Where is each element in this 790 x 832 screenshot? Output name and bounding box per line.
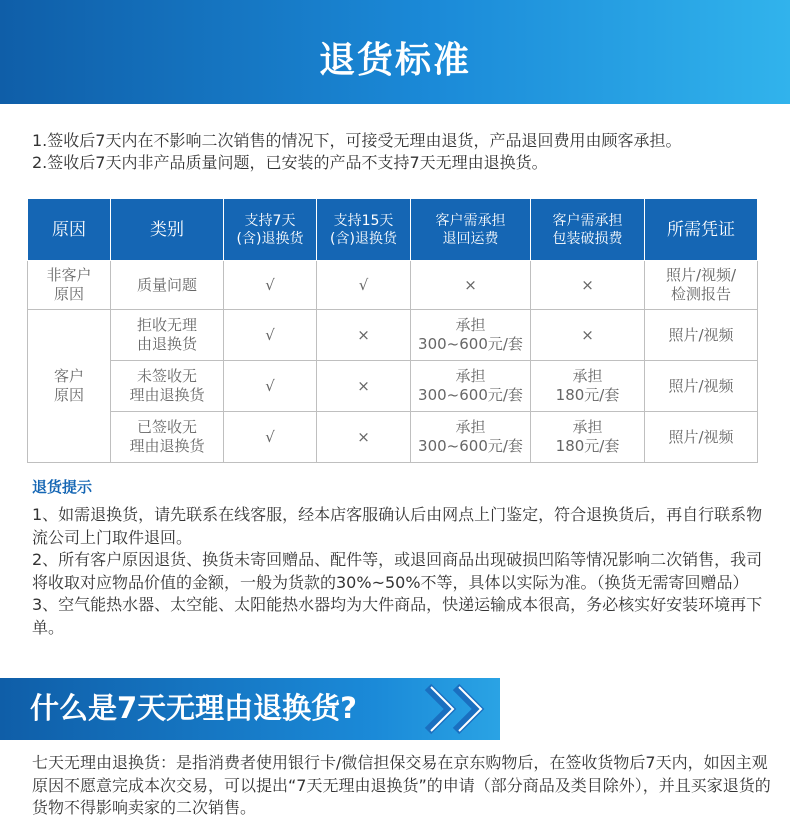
cell-proof: 照片/视频 (645, 310, 758, 361)
cell-support-7: √ (224, 412, 317, 463)
cell-proof: 照片/视频 (645, 412, 758, 463)
header-shipping-fee: 客户需承担 退回运费 (411, 199, 531, 261)
header-support-7: 支持7天 (含)退换货 (224, 199, 317, 261)
cell-support-15: × (317, 361, 411, 412)
cell-support-7: √ (224, 310, 317, 361)
cell-support-15: √ (317, 261, 411, 310)
cell-category: 质量问题 (111, 261, 224, 310)
header-proof: 所需凭证 (645, 199, 758, 261)
tip-3: 3、空气能热水器、太空能、太阳能热水器均为大件商品，快递运输成本很高，务必核实好安装环境再下单。 (32, 595, 763, 637)
cell-support-7: √ (224, 361, 317, 412)
cell-support-15: × (317, 412, 411, 463)
header-banner (0, 0, 790, 104)
cell-category: 未签收无 理由退换货 (111, 361, 224, 412)
cell-packaging: 承担 180元/套 (531, 361, 645, 412)
cell-packaging: 承担 180元/套 (531, 412, 645, 463)
table-row (28, 412, 758, 463)
group-non-customer: 非客户 原因 (28, 261, 111, 310)
note-1: 1.签收后7天内在不影响二次销售的情况下，可接受无理由退货，产品退回费用由顾客承担。 (32, 131, 682, 150)
header-packaging-fee: 客户需承担 包装破损费 (531, 199, 645, 261)
tips-title: 退货提示 (32, 478, 93, 496)
section-title: 什么是7天无理由退换货? (30, 691, 358, 725)
page-title: 退货标准 (318, 40, 471, 81)
cell-proof: 照片/视频 (645, 361, 758, 412)
note-2: 2.签收后7天内非产品质量问题，已安装的产品不支持7天无理由退换货。 (32, 153, 548, 172)
tip-2: 2、所有客户原因退货、换货未寄回赠品、配件等，或退回商品出现破损凹陷等情况影响二次销售，我司将收取对应物品价值的金额，一般为货款的30%~50%不等，具体以实际为准。（换货无需寄回赠品） (32, 550, 763, 592)
cell-shipping: 承担 300~600元/套 (411, 310, 531, 361)
cell-packaging: × (531, 310, 645, 361)
return-policy-table (27, 198, 758, 463)
cell-packaging: × (531, 261, 645, 310)
header-category: 类别 (111, 199, 224, 261)
table-row (28, 361, 758, 412)
cell-shipping: × (411, 261, 531, 310)
table-row (28, 261, 758, 310)
cell-proof: 照片/视频/ 检测报告 (645, 261, 758, 310)
definition-text: 七天无理由退换货：是指消费者使用银行卡/微信担保交易在京东购物后，在签收货物后7天内，如因主观原因不愿意完成本次交易，可以提出“7天无理由退换货”的申请（部分商品及类目除外），并且买家退货的货物不得影响卖家的二次销售。 (32, 753, 771, 817)
cell-support-15: × (317, 310, 411, 361)
cell-category: 已签收无 理由退换货 (111, 412, 224, 463)
cell-support-7: √ (224, 261, 317, 310)
table-row (28, 310, 758, 361)
header-reason: 原因 (28, 199, 111, 261)
group-customer: 客户 原因 (28, 310, 111, 463)
tip-1: 1、如需退换货，请先联系在线客服，经本店客服确认后由网点上门鉴定，符合退换货后，再自行联系物流公司上门取件退回。 (32, 505, 763, 547)
return-notes (32, 130, 772, 174)
header-support-15: 支持15天 (含)退换货 (317, 199, 411, 261)
tips-list (32, 504, 772, 639)
cell-shipping: 承担 300~600元/套 (411, 412, 531, 463)
cell-shipping: 承担 300~600元/套 (411, 361, 531, 412)
cell-category: 拒收无理 由退换货 (111, 310, 224, 361)
double-chevron-right-icon (420, 683, 504, 735)
table-header-row (28, 199, 758, 261)
